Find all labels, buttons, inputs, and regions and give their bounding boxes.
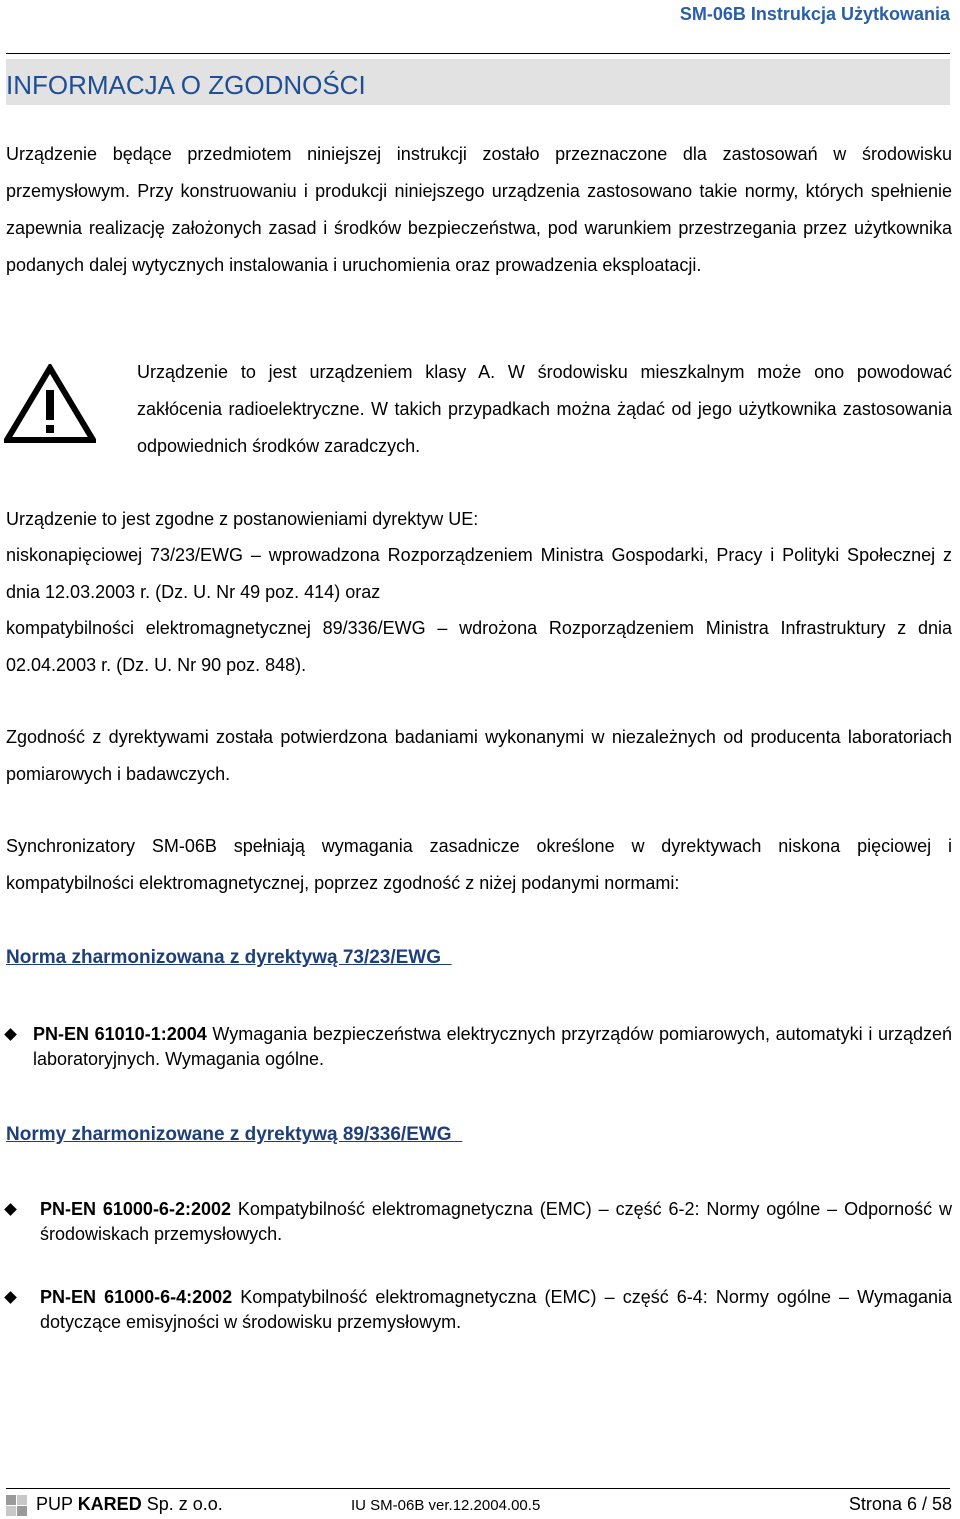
synchronizers-paragraph: Synchronizatory SM-06B spełniają wymagania zasadnicze określone w dyrektywach niskona pięciowej i kompatybilności elektromagnetycznej, poprzez zgodność z niżej podanymi normami: <box>6 836 952 893</box>
company-suffix: Sp. z o.o. <box>141 1494 223 1514</box>
heading-underline-pad <box>452 1124 463 1145</box>
section-title: INFORMACJA O ZGODNOŚCI <box>6 70 366 100</box>
standard-item <box>6 1285 952 1335</box>
standard-description: Kompatybilność elektromagnetyczna (EMC) – część 6-2: Normy ogólne – Odporność w środowiskach przemysłowych. <box>40 1199 953 1244</box>
standard-code: PN-EN 61000-6-4:2002 <box>40 1287 233 1307</box>
warning-triangle-icon <box>4 364 96 444</box>
standard-description: Kompatybilność elektromagnetyczna (EMC) – część 6-4: Normy ogólne – Wymagania dotyczące emisyjności w środowisku przemysłowym. <box>40 1287 953 1332</box>
footer-page-number: Strona 6 / 58 <box>848 1494 952 1514</box>
lvd-standards-heading <box>6 947 452 969</box>
standard-description: Wymagania bezpieczeństwa elektrycznych przyrządów pomiarowych, automatyki i urządzeń laboratoryjnych. Wymagania ogólne. <box>33 1024 953 1069</box>
header-divider <box>6 53 950 54</box>
directive-emc: kompatybilności elektromagnetycznej 89/336/EWG – wdrożona Rozporządzeniem Ministra Infrastruktury z dnia 02.04.2003 r. (Dz. U. Nr 90 poz. 848). <box>6 618 952 675</box>
emc-standards-heading-text: Normy zharmonizowane z dyrektywą 89/336/EWG <box>6 1124 452 1145</box>
company-logo-icon <box>6 1495 28 1517</box>
company-prefix: PUP <box>36 1494 78 1514</box>
header-document-title: SM-06B Instrukcja Użytkowania <box>679 4 950 24</box>
warning-paragraph: Urządzenie to jest urządzeniem klasy A. W środowisku mieszkalnym może ono powodować zakłócenia radioelektryczne. W takich przypadkach można żądać od jego użytkownika zastosowania odpowiednich środków zaradczych. <box>137 362 952 456</box>
footer <box>6 1493 952 1517</box>
standard-code: PN-EN 61010-1:2004 <box>33 1024 207 1044</box>
footer-divider <box>6 1488 950 1489</box>
standard-text <box>6 1285 952 1335</box>
standard-item <box>6 1197 952 1247</box>
standard-text <box>6 1022 952 1072</box>
footer-document-id: IU SM-06B ver.12.2004.00.5 <box>351 1497 541 1514</box>
conformity-paragraph: Zgodność z dyrektywami została potwierdzona badaniami wykonanymi w niezależnych od producenta laboratoriach pomiarowych i badawczych. <box>6 727 952 784</box>
standard-code: PN-EN 61000-6-2:2002 <box>40 1199 231 1219</box>
emc-standards-heading <box>6 1124 462 1146</box>
footer-company <box>36 1494 223 1515</box>
directives-intro: Urządzenie to jest zgodne z postanowieniami dyrektyw UE: <box>6 509 479 529</box>
company-name: KARED <box>77 1494 142 1514</box>
lvd-standards-heading-text: Norma zharmonizowana z dyrektywą 73/23/EWG <box>6 947 442 968</box>
standard-text <box>6 1197 952 1247</box>
heading-underline-pad <box>441 947 452 968</box>
intro-paragraph: Urządzenie będące przedmiotem niniejszej instrukcji zostało przeznaczone dla zastosowań w środowisku przemysłowym. Przy konstruowaniu i produkcji niniejszego urządzenia zastosowano takie normy, których spełnienie zapewnia realizację założonych zasad i środków bezpieczeństwa, pod warunkiem przestrzegania przez użytkownika podanych dalej wytycznych instalowania i uruchomienia oraz prowadzenia eksploatacji. <box>6 144 952 275</box>
standard-item <box>6 1022 952 1072</box>
directive-lvd: niskonapięciowej 73/23/EWG – wprowadzona Rozporządzeniem Ministra Gospodarki, Pracy i Polityki Społecznej z dnia 12.03.2003 r. (Dz. U. Nr 49 poz. 414) oraz <box>6 545 952 602</box>
